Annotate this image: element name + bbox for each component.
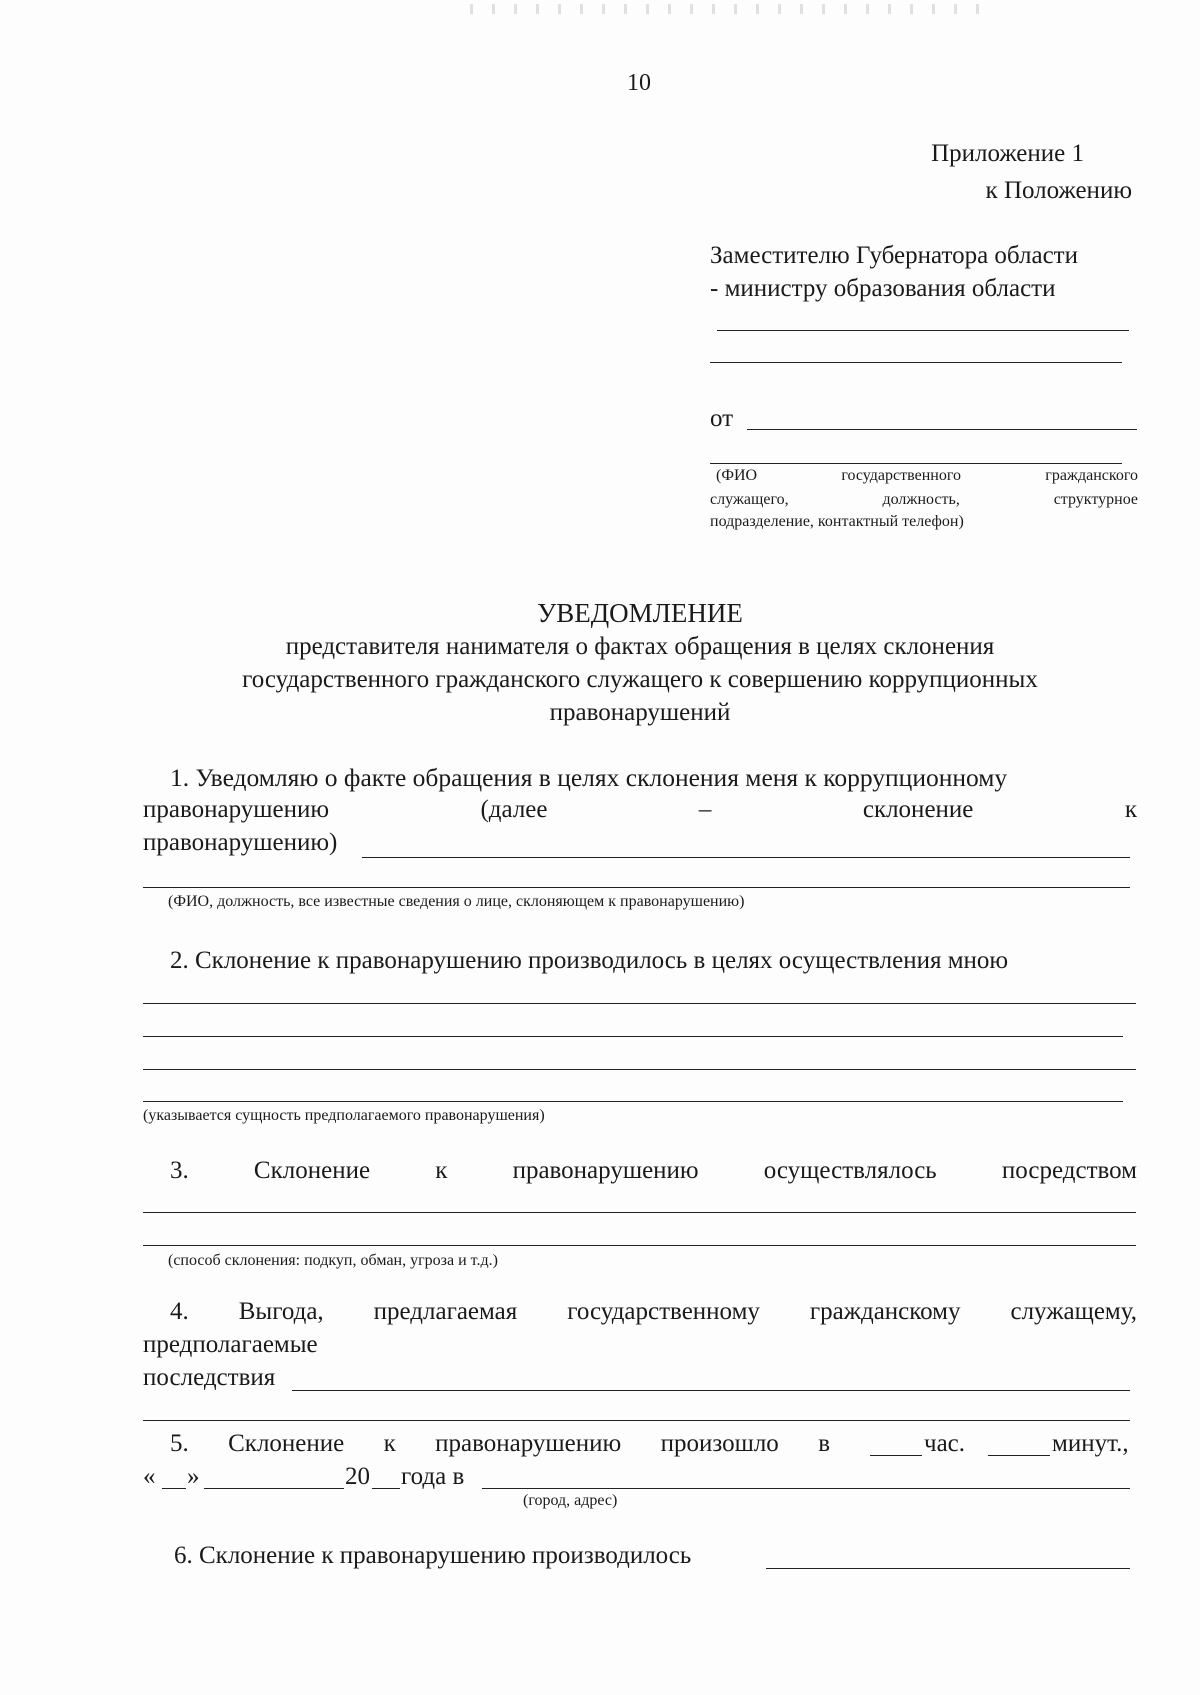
appendix-line-2: к Положению bbox=[985, 177, 1132, 204]
item1-note: (ФИО, должность, все известные сведения о лице, склоняющем к правонарушению) bbox=[168, 893, 745, 910]
item4-line-2: предполагаемые bbox=[143, 1331, 318, 1358]
item1-word: (далее bbox=[480, 796, 548, 823]
note-word: должность, bbox=[882, 491, 960, 508]
item2-blank-4[interactable] bbox=[143, 1101, 1123, 1102]
item3-word: правонарушению bbox=[512, 1157, 699, 1184]
from-blank-2[interactable] bbox=[710, 463, 1122, 464]
title-line-2: государственного гражданского служащего к совершению коррупционных bbox=[242, 666, 1038, 693]
item1-line-3: правонарушению) bbox=[143, 829, 338, 856]
note-word: служащего, bbox=[710, 491, 789, 508]
addressee-blank-1[interactable] bbox=[717, 330, 1129, 331]
item1-line-2 bbox=[143, 796, 1137, 824]
item1-word: – bbox=[698, 796, 712, 823]
item3-note: (способ склонения: подкуп, обман, угроза и т.д.) bbox=[168, 1252, 498, 1269]
from-label: от bbox=[710, 405, 734, 432]
day-blank[interactable] bbox=[162, 1488, 186, 1489]
title-line-1: представителя нанимателя о фактах обращения в целях склонения bbox=[285, 633, 995, 660]
addressee-blank-2[interactable] bbox=[710, 362, 1122, 363]
item1-blank-1[interactable] bbox=[362, 857, 1130, 858]
addressee-line-2: - министру образования области bbox=[710, 275, 1056, 302]
item3-word: 3. bbox=[170, 1157, 189, 1184]
quote-close: » bbox=[187, 1463, 200, 1490]
note-word: государственного bbox=[841, 467, 961, 484]
item2-blank-3[interactable] bbox=[143, 1069, 1136, 1070]
addressee-note-line-2 bbox=[710, 491, 1138, 509]
minutes-label: минут., bbox=[1052, 1430, 1129, 1457]
hours-label: час. bbox=[924, 1430, 966, 1457]
item1-word: правонарушению bbox=[143, 796, 330, 823]
note-word: (ФИО bbox=[716, 467, 758, 484]
item4-word: 4. bbox=[170, 1298, 189, 1325]
from-blank-1[interactable] bbox=[747, 429, 1137, 430]
item1-word: к bbox=[1124, 796, 1137, 823]
item3-word: посредством bbox=[1001, 1157, 1137, 1184]
month-blank[interactable] bbox=[204, 1488, 344, 1489]
item3-blank-2[interactable] bbox=[143, 1245, 1136, 1246]
item5-word: Склонение bbox=[228, 1430, 345, 1457]
item3-word: осуществлялось bbox=[763, 1157, 937, 1184]
item6-blank-1[interactable] bbox=[766, 1568, 1130, 1569]
item2-blank-1[interactable] bbox=[143, 1003, 1136, 1004]
year-prefix: 20 bbox=[345, 1463, 370, 1490]
note-word: гражданского bbox=[1045, 467, 1138, 484]
item3-blank-1[interactable] bbox=[143, 1212, 1136, 1213]
item4-blank-2[interactable] bbox=[143, 1420, 1130, 1421]
item3-word: Склонение bbox=[253, 1157, 371, 1184]
item4-word: служащему, bbox=[1010, 1298, 1137, 1325]
document-heading: УВЕДОМЛЕНИЕ bbox=[537, 598, 743, 628]
addressee-note-line-3: подразделение, контактный телефон) bbox=[710, 513, 964, 530]
item2-note: (указывается сущность предполагаемого правонарушения) bbox=[143, 1107, 545, 1124]
scan-noise bbox=[470, 4, 990, 14]
item5-word: правонарушению bbox=[435, 1430, 622, 1457]
item4-word: государственному bbox=[567, 1298, 760, 1325]
item2-blank-2[interactable] bbox=[143, 1036, 1123, 1037]
item4-word: гражданскому bbox=[809, 1298, 961, 1325]
item5-word: к bbox=[383, 1430, 396, 1457]
addressee-line-1: Заместителю Губернатора области bbox=[710, 242, 1078, 269]
item4-line-3: последствия bbox=[143, 1364, 276, 1391]
item5-word: в bbox=[818, 1430, 830, 1457]
year-blank[interactable] bbox=[372, 1488, 400, 1489]
hours-blank[interactable] bbox=[870, 1455, 922, 1456]
title-line-3: правонарушений bbox=[549, 699, 731, 726]
item1-line-1: 1. Уведомляю о факте обращения в целях склонения меня к коррупционному bbox=[170, 763, 1008, 792]
item5-note: (город, адрес) bbox=[523, 1492, 618, 1509]
item1-word: склонение bbox=[862, 796, 974, 823]
item5-word: 5. bbox=[170, 1430, 189, 1457]
place-blank[interactable] bbox=[482, 1488, 1130, 1489]
item2-line-1: 2. Склонение к правонарушению производилось в целях осуществления мною bbox=[170, 947, 1009, 974]
item4-blank-1[interactable] bbox=[292, 1390, 1130, 1391]
page-number: 10 bbox=[627, 70, 651, 96]
item1-blank-2[interactable] bbox=[143, 887, 1130, 888]
item4-word: Выгода, bbox=[238, 1298, 324, 1325]
appendix-line-1: Приложение 1 bbox=[931, 140, 1084, 167]
item4-word: предлагаемая bbox=[373, 1298, 518, 1325]
note-word: структурное bbox=[1053, 491, 1138, 508]
quote-open: « bbox=[143, 1463, 156, 1490]
item5-line-1 bbox=[170, 1430, 830, 1458]
minutes-blank[interactable] bbox=[988, 1455, 1050, 1456]
item5-word: произошло bbox=[660, 1430, 779, 1457]
item3-line-1 bbox=[170, 1157, 1137, 1185]
item3-word: к bbox=[435, 1157, 448, 1184]
item6-line-1: 6. Склонение к правонарушению производилось bbox=[174, 1542, 692, 1569]
item4-line-1 bbox=[170, 1298, 1137, 1326]
year-suffix: года в bbox=[401, 1463, 465, 1490]
addressee-note-line-1 bbox=[716, 467, 1138, 485]
